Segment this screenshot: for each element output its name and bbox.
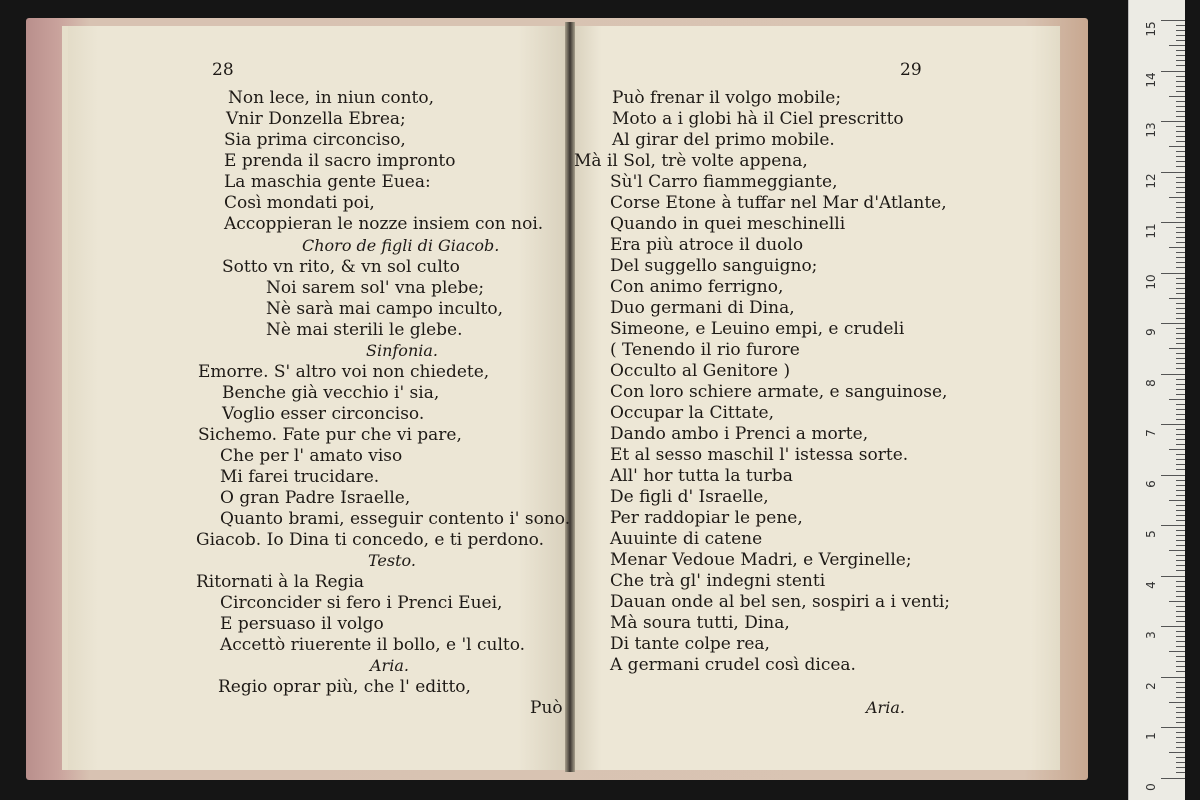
ruler-label: 8 bbox=[1144, 378, 1158, 387]
ruler-minor-tick bbox=[1176, 434, 1185, 435]
left-page-line: Ritornati à la Regia bbox=[196, 572, 365, 592]
ruler-minor-tick bbox=[1176, 737, 1185, 738]
left-page-line: Nè mai sterili le glebe. bbox=[266, 320, 463, 340]
ruler-tick bbox=[1161, 677, 1185, 678]
ruler-tick bbox=[1161, 727, 1185, 728]
ruler-minor-tick bbox=[1176, 76, 1185, 77]
left-page-line: Choro de figli di Giacob. bbox=[302, 236, 500, 255]
ruler-minor-tick bbox=[1176, 459, 1185, 460]
ruler-minor-tick bbox=[1176, 55, 1185, 56]
left-page-line: Così mondati poi, bbox=[224, 193, 375, 213]
ruler-tick bbox=[1161, 576, 1185, 577]
right-page-line: Occulto al Genitore ) bbox=[610, 361, 791, 381]
ruler-minor-tick bbox=[1176, 636, 1185, 637]
ruler-minor-tick bbox=[1176, 313, 1185, 314]
right-page-line: Menar Vedoue Madri, e Verginelle; bbox=[610, 550, 912, 570]
ruler-minor-tick bbox=[1176, 570, 1185, 571]
measuring-ruler bbox=[1128, 0, 1185, 800]
ruler-label: 14 bbox=[1144, 71, 1158, 88]
ruler-minor-tick bbox=[1176, 616, 1185, 617]
left-page-number: 28 bbox=[212, 60, 234, 80]
right-page-line: Quando in quei meschinelli bbox=[610, 214, 846, 234]
right-page-line: Può frenar il volgo mobile; bbox=[612, 88, 842, 108]
right-page-line: Auuinte di catene bbox=[610, 529, 763, 549]
ruler-minor-tick bbox=[1176, 328, 1185, 329]
right-page-line: Aria. bbox=[866, 698, 905, 717]
ruler-minor-tick bbox=[1176, 60, 1185, 61]
ruler-minor-tick bbox=[1176, 586, 1185, 587]
ruler-minor-tick bbox=[1176, 717, 1185, 718]
ruler-minor-tick bbox=[1176, 530, 1185, 531]
ruler-minor-tick bbox=[1176, 131, 1185, 132]
ruler-tick bbox=[1161, 374, 1185, 375]
ruler-tick bbox=[1161, 121, 1185, 122]
left-page-line: Sotto vn rito, & vn sol culto bbox=[222, 257, 460, 277]
right-page-line: Dando ambo i Prenci a morte, bbox=[610, 424, 869, 444]
ruler-tick bbox=[1161, 20, 1185, 21]
ruler-minor-tick bbox=[1176, 419, 1185, 420]
left-page-line: Testo. bbox=[368, 551, 416, 570]
ruler-minor-tick bbox=[1176, 409, 1185, 410]
ruler-tick bbox=[1161, 778, 1185, 779]
ruler-minor-tick bbox=[1176, 384, 1185, 385]
left-page-line: Emorre. S' altro voi non chiedete, bbox=[198, 362, 490, 382]
right-page-line: Con animo ferrigno, bbox=[610, 277, 784, 297]
ruler-minor-tick bbox=[1176, 429, 1185, 430]
ruler-minor-tick bbox=[1176, 555, 1185, 556]
ruler-minor-tick bbox=[1176, 217, 1185, 218]
right-page-number: 29 bbox=[900, 60, 922, 80]
ruler-minor-tick bbox=[1176, 581, 1185, 582]
ruler-minor-tick bbox=[1176, 65, 1185, 66]
left-page-line: Vnir Donzella Ebrea; bbox=[226, 109, 406, 129]
left-page-line: Sichemo. Fate pur che vi pare, bbox=[198, 425, 462, 445]
ruler-minor-tick bbox=[1176, 515, 1185, 516]
ruler-minor-tick bbox=[1176, 394, 1185, 395]
ruler-minor-tick bbox=[1176, 283, 1185, 284]
ruler-minor-tick bbox=[1176, 368, 1185, 369]
left-page-line: Sia prima circonciso, bbox=[224, 130, 406, 150]
right-page-line: Con loro schiere armate, e sanguinose, bbox=[610, 382, 948, 402]
ruler-minor-tick bbox=[1176, 267, 1185, 268]
left-page-line: Aria. bbox=[370, 656, 409, 675]
ruler-minor-tick bbox=[1169, 702, 1185, 703]
ruler-minor-tick bbox=[1176, 151, 1185, 152]
ruler-tick bbox=[1161, 626, 1185, 627]
ruler-minor-tick bbox=[1176, 40, 1185, 41]
right-page-line: Mà il Sol, trè volte appena, bbox=[574, 151, 808, 171]
ruler-minor-tick bbox=[1176, 86, 1185, 87]
ruler-minor-tick bbox=[1176, 182, 1185, 183]
ruler-tick bbox=[1161, 323, 1185, 324]
ruler-minor-tick bbox=[1176, 379, 1185, 380]
right-page-line: Per raddopiar le pene, bbox=[610, 508, 803, 528]
left-page-line: La maschia gente Euea: bbox=[224, 172, 431, 192]
ruler-minor-tick bbox=[1176, 510, 1185, 511]
ruler-minor-tick bbox=[1176, 202, 1185, 203]
ruler-minor-tick bbox=[1176, 333, 1185, 334]
ruler-minor-tick bbox=[1176, 707, 1185, 708]
left-page-line: Circoncider si fero i Prenci Euei, bbox=[220, 593, 503, 613]
right-page-line: Moto a i globi hà il Ciel prescritto bbox=[612, 109, 904, 129]
ruler-minor-tick bbox=[1176, 520, 1185, 521]
right-page-line: All' hor tutta la turba bbox=[610, 466, 793, 486]
left-page-line: Voglio esser circonciso. bbox=[222, 404, 425, 424]
ruler-minor-tick bbox=[1176, 712, 1185, 713]
ruler-tick bbox=[1161, 525, 1185, 526]
ruler-label: 9 bbox=[1144, 328, 1158, 336]
ruler-minor-tick bbox=[1176, 293, 1185, 294]
ruler-minor-tick bbox=[1176, 232, 1185, 233]
ruler-tick bbox=[1161, 273, 1185, 274]
ruler-minor-tick bbox=[1176, 252, 1185, 253]
ruler-minor-tick bbox=[1169, 45, 1185, 46]
ruler-minor-tick bbox=[1176, 505, 1185, 506]
left-page-line: Giacob. Io Dina ti concedo, e ti perdono. bbox=[196, 530, 545, 550]
ruler-minor-tick bbox=[1176, 732, 1185, 733]
left-page-line: Accettò riuerente il bollo, e 'l culto. bbox=[220, 635, 526, 655]
ruler-minor-tick bbox=[1176, 192, 1185, 193]
ruler-minor-tick bbox=[1176, 91, 1185, 92]
ruler-minor-tick bbox=[1176, 389, 1185, 390]
left-page-line: E persuaso il volgo bbox=[220, 614, 384, 634]
ruler-minor-tick bbox=[1176, 767, 1185, 768]
ruler-minor-tick bbox=[1176, 278, 1185, 279]
ruler-minor-tick bbox=[1169, 348, 1185, 349]
ruler-minor-tick bbox=[1176, 161, 1185, 162]
left-page-line: Benche già vecchio i' sia, bbox=[222, 383, 440, 403]
right-page-line: Che trà gl' indegni stenti bbox=[610, 571, 826, 591]
ruler-minor-tick bbox=[1169, 298, 1185, 299]
left-page-line: Sinfonia. bbox=[366, 341, 438, 360]
right-page-line: Dauan onde al bel sen, sospiri a i venti; bbox=[610, 592, 950, 612]
ruler-minor-tick bbox=[1176, 464, 1185, 465]
ruler-minor-tick bbox=[1176, 242, 1185, 243]
ruler-minor-tick bbox=[1176, 126, 1185, 127]
ruler-minor-tick bbox=[1176, 687, 1185, 688]
right-page-line: Corse Etone à tuffar nel Mar d'Atlante, bbox=[610, 193, 947, 213]
ruler-minor-tick bbox=[1176, 656, 1185, 657]
left-page-line: Che per l' amato viso bbox=[220, 446, 403, 466]
ruler-minor-tick bbox=[1176, 212, 1185, 213]
ruler-minor-tick bbox=[1169, 449, 1185, 450]
ruler-minor-tick bbox=[1176, 444, 1185, 445]
ruler-minor-tick bbox=[1176, 257, 1185, 258]
ruler-minor-tick bbox=[1176, 641, 1185, 642]
ruler-minor-tick bbox=[1176, 101, 1185, 102]
left-page-line: Mi farei trucidare. bbox=[220, 467, 380, 487]
left-page-line: Noi sarem sol' vna plebe; bbox=[266, 278, 485, 298]
left-page-line: E prenda il sacro impronto bbox=[224, 151, 456, 171]
ruler-minor-tick bbox=[1176, 187, 1185, 188]
ruler-label: 0 bbox=[1144, 782, 1158, 791]
ruler-minor-tick bbox=[1176, 772, 1185, 773]
ruler-minor-tick bbox=[1176, 545, 1185, 546]
ruler-tick bbox=[1161, 71, 1185, 72]
right-page-line: Sù'l Carro fiammeggiante, bbox=[610, 172, 838, 192]
ruler-minor-tick bbox=[1176, 106, 1185, 107]
ruler-minor-tick bbox=[1169, 247, 1185, 248]
ruler-minor-tick bbox=[1176, 485, 1185, 486]
ruler-minor-tick bbox=[1176, 469, 1185, 470]
ruler-minor-tick bbox=[1176, 631, 1185, 632]
ruler-tick bbox=[1161, 424, 1185, 425]
ruler-minor-tick bbox=[1176, 308, 1185, 309]
right-page-line: Mà soura tutti, Dina, bbox=[610, 613, 790, 633]
ruler-label: 3 bbox=[1144, 631, 1158, 639]
ruler-minor-tick bbox=[1176, 611, 1185, 612]
left-page-line: Regio oprar più, che l' editto, bbox=[218, 677, 471, 697]
left-page-line: Non lece, in niun conto, bbox=[228, 88, 435, 108]
ruler-minor-tick bbox=[1169, 752, 1185, 753]
right-page-line: ( Tenendo il rio furore bbox=[610, 340, 800, 360]
right-page-line: Era più atroce il duolo bbox=[610, 235, 804, 255]
ruler-minor-tick bbox=[1176, 207, 1185, 208]
ruler-minor-tick bbox=[1176, 697, 1185, 698]
ruler-minor-tick bbox=[1176, 682, 1185, 683]
ruler-minor-tick bbox=[1176, 177, 1185, 178]
ruler-minor-tick bbox=[1176, 30, 1185, 31]
ruler-minor-tick bbox=[1176, 353, 1185, 354]
ruler-minor-tick bbox=[1176, 141, 1185, 142]
ruler-label: 13 bbox=[1144, 122, 1158, 138]
ruler-tick bbox=[1161, 475, 1185, 476]
ruler-label: 11 bbox=[1144, 223, 1158, 239]
right-page-line: De figli d' Israelle, bbox=[610, 487, 769, 507]
right-page-line: Al girar del primo mobile. bbox=[612, 130, 835, 150]
ruler-minor-tick bbox=[1176, 338, 1185, 339]
ruler-minor-tick bbox=[1176, 722, 1185, 723]
ruler-minor-tick bbox=[1169, 651, 1185, 652]
ruler-tick bbox=[1161, 222, 1185, 223]
ruler-label: 10 bbox=[1144, 273, 1158, 290]
ruler-minor-tick bbox=[1176, 237, 1185, 238]
ruler-label: 2 bbox=[1144, 681, 1158, 690]
ruler-minor-tick bbox=[1176, 692, 1185, 693]
ruler-label: 4 bbox=[1144, 580, 1158, 589]
ruler-minor-tick bbox=[1169, 399, 1185, 400]
ruler-minor-tick bbox=[1176, 166, 1185, 167]
ruler-minor-tick bbox=[1169, 500, 1185, 501]
ruler-minor-tick bbox=[1176, 262, 1185, 263]
ruler-minor-tick bbox=[1169, 96, 1185, 97]
ruler-minor-tick bbox=[1176, 747, 1185, 748]
right-page-line: Simeone, e Leuino empi, e crudeli bbox=[610, 319, 905, 339]
ruler-minor-tick bbox=[1176, 136, 1185, 137]
ruler-minor-tick bbox=[1176, 288, 1185, 289]
right-page-line: Occupar la Cittate, bbox=[610, 403, 774, 423]
left-page-line: O gran Padre Israelle, bbox=[220, 488, 411, 508]
left-page-line: Accoppieran le nozze insiem con noi. bbox=[224, 214, 544, 234]
ruler-minor-tick bbox=[1176, 156, 1185, 157]
ruler-minor-tick bbox=[1176, 358, 1185, 359]
left-page-line: Nè sarà mai campo inculto, bbox=[266, 299, 504, 319]
ruler-minor-tick bbox=[1176, 404, 1185, 405]
ruler-minor-tick bbox=[1176, 535, 1185, 536]
ruler-label: 6 bbox=[1144, 479, 1158, 488]
ruler-minor-tick bbox=[1176, 621, 1185, 622]
ruler-minor-tick bbox=[1176, 303, 1185, 304]
ruler-minor-tick bbox=[1169, 146, 1185, 147]
ruler-minor-tick bbox=[1176, 661, 1185, 662]
ruler-minor-tick bbox=[1176, 35, 1185, 36]
ruler-minor-tick bbox=[1176, 606, 1185, 607]
ruler-minor-tick bbox=[1176, 560, 1185, 561]
ruler-minor-tick bbox=[1176, 762, 1185, 763]
ruler-minor-tick bbox=[1176, 757, 1185, 758]
ruler-label: 15 bbox=[1144, 21, 1158, 37]
ruler-minor-tick bbox=[1176, 565, 1185, 566]
ruler-minor-tick bbox=[1176, 646, 1185, 647]
ruler-minor-tick bbox=[1176, 116, 1185, 117]
ruler-minor-tick bbox=[1176, 363, 1185, 364]
ruler-minor-tick bbox=[1176, 50, 1185, 51]
ruler-minor-tick bbox=[1176, 671, 1185, 672]
ruler-minor-tick bbox=[1176, 81, 1185, 82]
right-page-line: A germani crudel così dicea. bbox=[610, 655, 856, 675]
ruler-minor-tick bbox=[1176, 490, 1185, 491]
ruler-tick bbox=[1161, 172, 1185, 173]
ruler-minor-tick bbox=[1176, 495, 1185, 496]
ruler-minor-tick bbox=[1176, 540, 1185, 541]
ruler-minor-tick bbox=[1176, 439, 1185, 440]
left-page-line: Può bbox=[530, 698, 563, 718]
ruler-minor-tick bbox=[1169, 550, 1185, 551]
right-page-line: Di tante colpe rea, bbox=[610, 634, 770, 654]
ruler-minor-tick bbox=[1176, 742, 1185, 743]
ruler-minor-tick bbox=[1176, 25, 1185, 26]
left-page-line: Quanto brami, esseguir contento i' sono. bbox=[220, 509, 571, 529]
ruler-label: 12 bbox=[1144, 172, 1158, 189]
ruler-minor-tick bbox=[1176, 111, 1185, 112]
ruler-minor-tick bbox=[1176, 591, 1185, 592]
ruler-minor-tick bbox=[1176, 318, 1185, 319]
ruler-minor-tick bbox=[1176, 480, 1185, 481]
ruler-label: 1 bbox=[1144, 732, 1158, 740]
ruler-minor-tick bbox=[1169, 197, 1185, 198]
ruler-minor-tick bbox=[1176, 666, 1185, 667]
ruler-label: 7 bbox=[1144, 429, 1158, 437]
right-page-line: Duo germani di Dina, bbox=[610, 298, 795, 318]
ruler-minor-tick bbox=[1176, 227, 1185, 228]
ruler-minor-tick bbox=[1176, 454, 1185, 455]
right-page-line: Et al sesso maschil l' istessa sorte. bbox=[610, 445, 909, 465]
ruler-minor-tick bbox=[1176, 596, 1185, 597]
ruler-minor-tick bbox=[1176, 414, 1185, 415]
ruler-minor-tick bbox=[1169, 601, 1185, 602]
right-page-line: Del suggello sanguigno; bbox=[610, 256, 818, 276]
ruler-label: 5 bbox=[1144, 530, 1158, 538]
ruler-minor-tick bbox=[1176, 343, 1185, 344]
